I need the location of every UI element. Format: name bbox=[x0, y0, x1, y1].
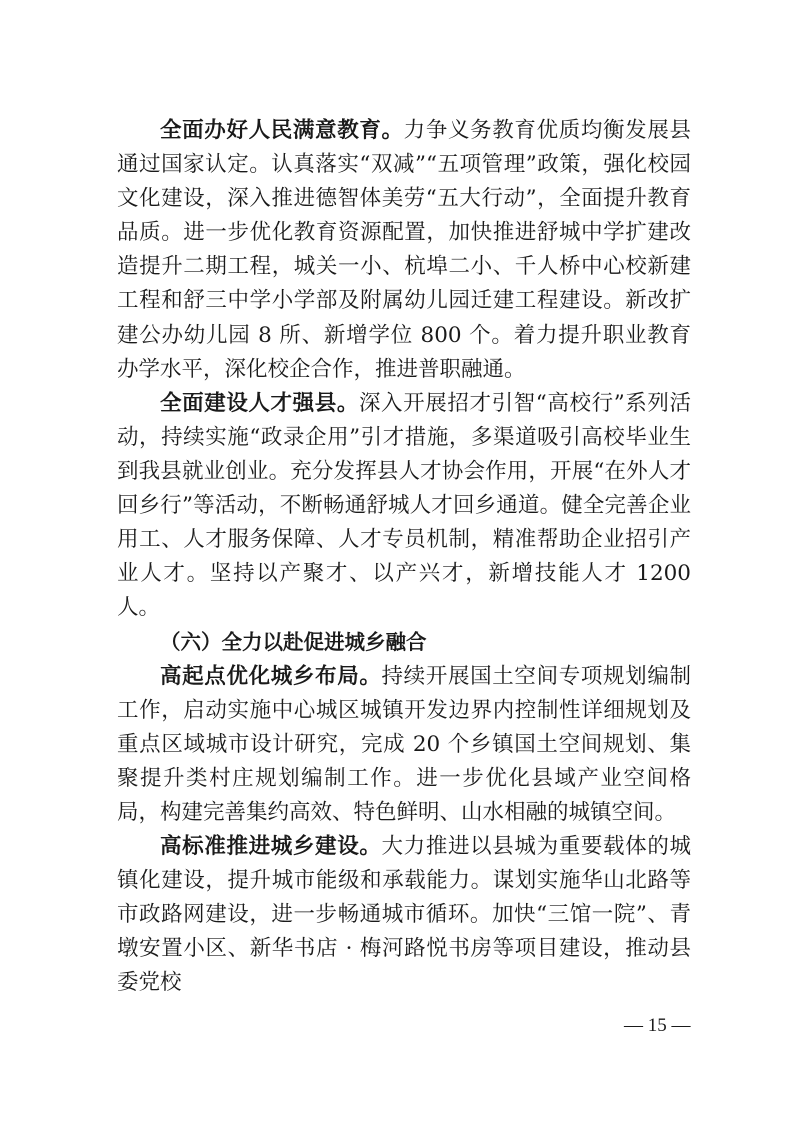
paragraph-lead: 全面办好人民满意教育。 bbox=[160, 118, 404, 143]
paragraph-education bbox=[117, 114, 691, 387]
paragraph-lead: 高起点优化城乡布局。 bbox=[160, 663, 382, 689]
paragraph-text: 深入开展招才引智“高校行”系列活动，持续实施“政录企用”引才措施，多渠道吸引高校毕业生到我县就业创业。充分发挥县人才协会作用，开展“在外人才回乡行”等活动，不断畅通舒城人才回乡通道。健全完善企业用工、人才服务保障、人才专员机制，精准帮助企业招引产业人才。坚持以产聚才、以产兴才，新增技能人才 1200 人。 bbox=[117, 390, 692, 621]
paragraph-layout bbox=[117, 660, 691, 830]
paragraph-talent bbox=[117, 387, 691, 626]
page-number: — 15 — bbox=[624, 1015, 691, 1036]
paragraph-text: 力争义务教育优质均衡发展县通过国家认定。认真落实“双减”“五项管理”政策，强化校园文化建设，深入推进德智体美劳“五大行动”，全面提升教育品质。进一步优化教育资源配置，加快推进舒城中学扩建改造提升二期工程，城关一小、杭埠二小、千人桥中心校新建工程和舒三中学小学部及附属幼儿园迁建工程建设。新改扩建公办幼儿园 8 所、新增学位 800 个。着力提升职业教育办学水平，深化校企合作，推进普职融通。 bbox=[117, 118, 691, 382]
paragraph-lead: 高标准推进城乡建设。 bbox=[160, 833, 382, 859]
section-heading: （六）全力以赴促进城乡融合 bbox=[160, 630, 427, 655]
paragraph-text: 持续开展国土空间专项规划编制工作，启动实施中心城区城镇开发边界内控制性详细规划及重点区域城市设计研究，完成 20 个乡镇国土空间规划、集聚提升类村庄规划编制工作。进一步优化县域产业空间格局，构建完善集约高效、特色鲜明、山水相融的城镇空间。 bbox=[117, 663, 691, 825]
paragraph-lead: 全面建设人才强县。 bbox=[160, 390, 359, 416]
document-body bbox=[117, 114, 691, 1000]
paragraph-construction bbox=[117, 830, 691, 1000]
paragraph-text: 大力推进以县城为重要载体的城镇化建设，提升城市能级和承载能力。谋划实施华山北路等市政路网建设，进一步畅通城市循环。加快“三馆一院”、青墩安置小区、新华书店 · 梅河路悦书房等项目建设，推动县委党校 bbox=[117, 833, 691, 996]
